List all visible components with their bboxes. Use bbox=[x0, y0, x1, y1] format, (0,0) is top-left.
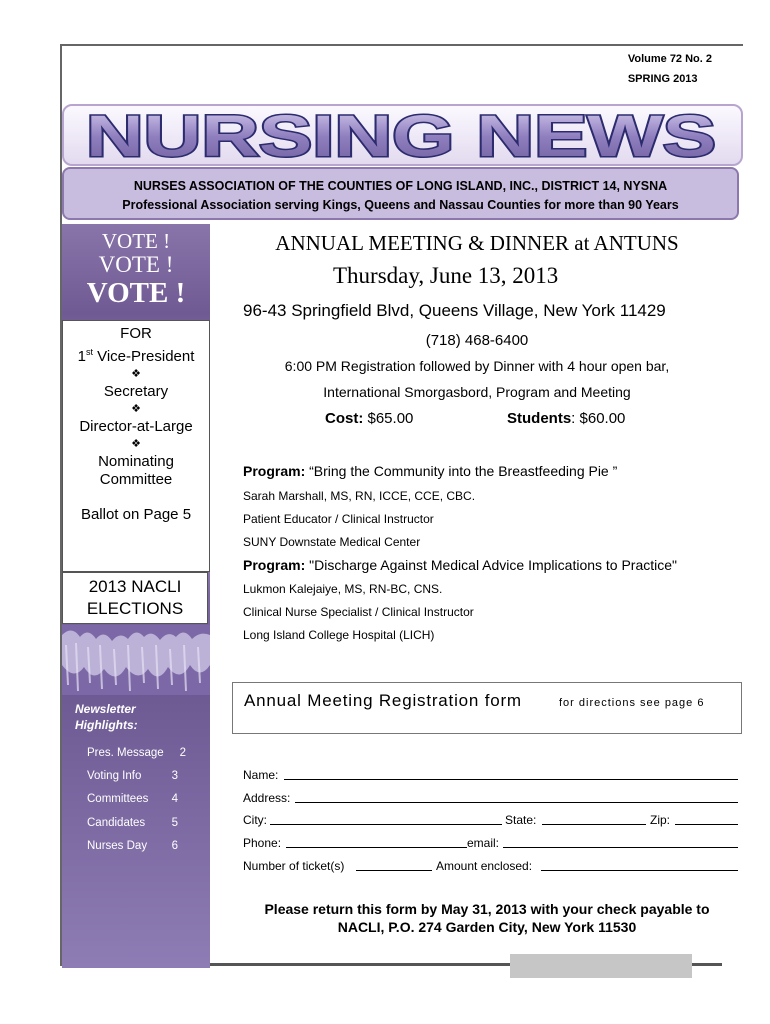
program-speaker: Sarah Marshall, MS, RN, ICCE, CCE, CBC. bbox=[243, 489, 476, 503]
vote-heading-2: VOTE ! bbox=[98, 252, 174, 277]
zip-field[interactable] bbox=[675, 812, 738, 825]
program-speaker: Lukmon Kalejaiye, MS, RN-BC, CNS. bbox=[243, 582, 443, 596]
diamond-bullet-icon: ❖ bbox=[131, 438, 141, 450]
sidebar-decoration bbox=[62, 625, 210, 695]
name-label: Name: bbox=[243, 768, 279, 782]
program-title: Program: “Bring the Community into the Breastfeeding Pie ” bbox=[243, 463, 618, 479]
registration-details-1: 6:00 PM Registration followed by Dinner with 4 hour open bar, bbox=[284, 358, 670, 374]
state-field[interactable] bbox=[542, 812, 646, 825]
position-committee: Committee bbox=[99, 471, 173, 488]
highlights-heading: Newsletter Highlights: bbox=[75, 702, 138, 732]
return-line-2: NACLI, P.O. 274 Garden City, New York 11530 bbox=[337, 919, 637, 935]
city-field[interactable] bbox=[270, 812, 502, 825]
meeting-date: Thursday, June 13, 2013 bbox=[333, 263, 559, 288]
meeting-phone: (718) 468-6400 bbox=[425, 332, 529, 349]
masthead-title-text: NURSING NEWS bbox=[86, 104, 716, 164]
form-subtitle: for directions see page 6 bbox=[559, 697, 705, 709]
highlight-item[interactable]: Candidates 5 bbox=[87, 817, 178, 829]
phone-field[interactable] bbox=[286, 835, 467, 848]
vote-heading-1: VOTE ! bbox=[101, 229, 171, 253]
vote-heading-3: VOTE ! bbox=[86, 277, 186, 309]
elections-box bbox=[62, 572, 208, 624]
highlight-item[interactable]: Voting Info 3 bbox=[87, 770, 178, 782]
return-line-1: Please return this form by May 31, 2013 with your check payable to bbox=[264, 901, 710, 917]
zip-label: Zip: bbox=[650, 813, 671, 827]
position-director: Director-at-Large bbox=[79, 418, 193, 435]
address-label: Address: bbox=[243, 791, 291, 805]
diamond-bullet-icon: ❖ bbox=[131, 403, 141, 415]
amount-field[interactable] bbox=[541, 858, 738, 871]
issue-info bbox=[628, 49, 712, 89]
highlight-item[interactable]: Nurses Day 6 bbox=[87, 840, 178, 852]
position-vice-president: 1st Vice-President bbox=[77, 347, 195, 365]
elections-line-2: ELECTIONS bbox=[86, 599, 184, 618]
elections-line-1: 2013 NACLI bbox=[88, 577, 182, 596]
ballot-note: Ballot on Page 5 bbox=[80, 506, 192, 523]
return-instructions bbox=[232, 900, 742, 936]
footer-tab bbox=[510, 954, 692, 978]
association-tagline: Professional Association serving Kings, Queens and Nassau Counties for more than 90 Years bbox=[122, 198, 679, 212]
highlight-item[interactable]: Pres. Message 2 bbox=[87, 747, 186, 759]
program-speaker-org: Long Island College Hospital (LICH) bbox=[243, 628, 435, 642]
tickets-label: Number of ticket(s) bbox=[243, 859, 345, 873]
student-cost: Students: $60.00 bbox=[507, 410, 626, 427]
meeting-heading: ANNUAL MEETING & DINNER at ANTUNS bbox=[275, 231, 679, 255]
registration-details-2: International Smorgasbord, Program and Meeting bbox=[323, 384, 631, 400]
name-field[interactable] bbox=[284, 767, 738, 780]
highlight-item[interactable]: Committees 4 bbox=[87, 793, 178, 805]
position-secretary: Secretary bbox=[103, 383, 169, 400]
email-field[interactable] bbox=[503, 835, 738, 848]
issue-volume: Volume 72 No. 2 bbox=[627, 53, 712, 65]
association-banner bbox=[62, 167, 739, 220]
form-title: Annual Meeting Registration form bbox=[244, 691, 522, 710]
program-speaker-role: Clinical Nurse Specialist / Clinical Instructor bbox=[243, 605, 474, 619]
program-speaker-role: Patient Educator / Clinical Instructor bbox=[243, 512, 434, 526]
meeting-address: 96-43 Springfield Blvd, Queens Village, New York 11429 bbox=[243, 301, 666, 320]
amount-label: Amount enclosed: bbox=[436, 859, 533, 873]
phone-label: Phone: bbox=[243, 836, 282, 850]
tickets-field[interactable] bbox=[356, 858, 432, 871]
program-title: Program: "Discharge Against Medical Advice Implications to Practice" bbox=[243, 557, 678, 573]
diamond-bullet-icon: ❖ bbox=[131, 368, 141, 380]
city-label: City: bbox=[243, 813, 267, 827]
issue-season: SPRING 2013 bbox=[627, 73, 698, 85]
state-label: State: bbox=[505, 813, 537, 827]
cost: Cost: $65.00 bbox=[325, 410, 414, 427]
masthead-title bbox=[66, 104, 736, 164]
position-nominating: Nominating bbox=[98, 453, 174, 470]
program-speaker-org: SUNY Downstate Medical Center bbox=[243, 535, 421, 549]
association-name: NURSES ASSOCIATION OF THE COUNTIES OF LONG ISLAND, INC., DISTRICT 14, NYSNA bbox=[133, 179, 668, 193]
for-label: FOR bbox=[120, 325, 152, 342]
address-field[interactable] bbox=[295, 790, 738, 803]
email-label: email: bbox=[467, 836, 500, 850]
positions-box bbox=[62, 320, 210, 572]
